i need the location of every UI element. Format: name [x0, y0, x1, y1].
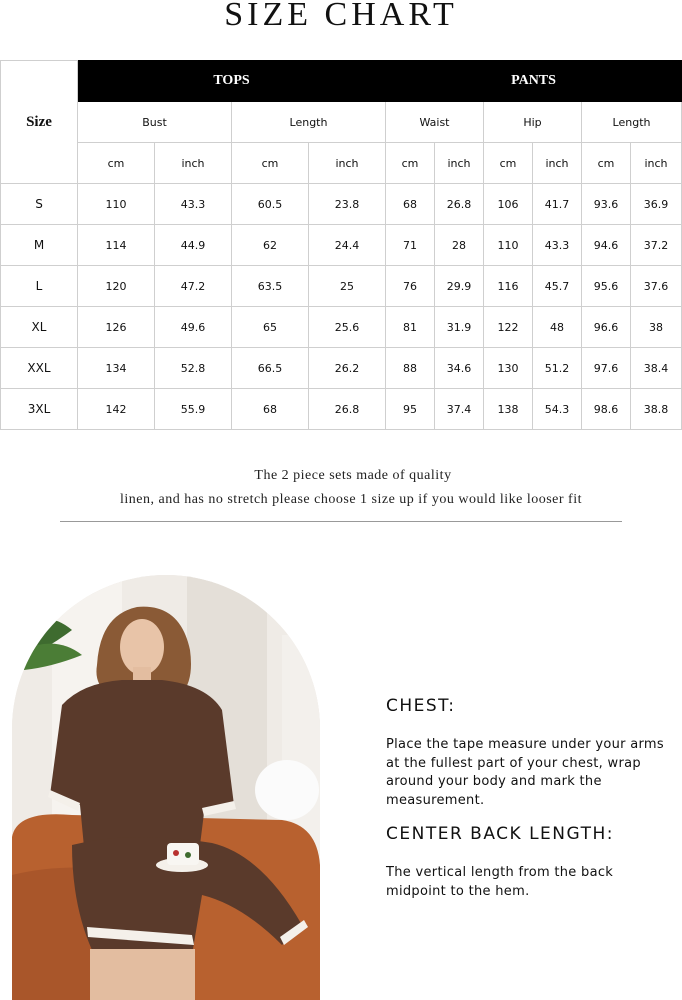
center-back-length-title: CENTER BACK LENGTH: [386, 824, 614, 844]
measurement-cell: 94.6 [582, 225, 631, 266]
measurement-cell: 23.8 [309, 184, 386, 225]
measurement-cell: 43.3 [155, 184, 232, 225]
chest-description: Place the tape measure under your arms at the fullest part of your chest, wrap around your body and mark the measurement. [386, 737, 664, 808]
table-row [1, 348, 682, 389]
measurement-cell: 52.8 [155, 348, 232, 389]
page-title: SIZE CHART [224, 0, 458, 32]
measurement-cell: 114 [78, 225, 155, 266]
measurement-cell: 120 [78, 266, 155, 307]
measure-hip: Hip [484, 102, 582, 143]
measurement-cell: 122 [484, 307, 533, 348]
fabric-note-line-1: The 2 piece sets made of quality [254, 468, 452, 483]
measurement-cell: 26.8 [309, 389, 386, 430]
group-tops: TOPS [78, 61, 386, 102]
measurement-cell: 88 [386, 348, 435, 389]
measurement-cell: 36.9 [631, 184, 682, 225]
measure-pants-length: Length [582, 102, 682, 143]
unit-header: cm [582, 143, 631, 184]
measurement-cell: 142 [78, 389, 155, 430]
unit-header: cm [232, 143, 309, 184]
measurement-cell: 38 [631, 307, 682, 348]
measurement-cell: 31.9 [435, 307, 484, 348]
table-row [1, 184, 682, 225]
measurement-cell: 45.7 [533, 266, 582, 307]
measurement-cell: 55.9 [155, 389, 232, 430]
measurement-cell: 37.2 [631, 225, 682, 266]
measurement-cell: 98.6 [582, 389, 631, 430]
size-label: L [1, 266, 78, 307]
fabric-note-line-2: linen, and has no stretch please choose 1 size up if you would like looser fit [119, 492, 582, 507]
measurement-cell: 65 [232, 307, 309, 348]
table-row [1, 307, 682, 348]
size-header: Size [1, 61, 78, 184]
measurement-cell: 38.8 [631, 389, 682, 430]
measurement-cell: 68 [386, 184, 435, 225]
unit-header: cm [386, 143, 435, 184]
measurement-cell: 25 [309, 266, 386, 307]
measurement-cell: 116 [484, 266, 533, 307]
measurement-cell: 48 [533, 307, 582, 348]
measurement-cell: 43.3 [533, 225, 582, 266]
unit-header: inch [435, 143, 484, 184]
measurement-cell: 26.8 [435, 184, 484, 225]
measurement-cell: 96.6 [582, 307, 631, 348]
unit-header: inch [533, 143, 582, 184]
size-label: XL [1, 307, 78, 348]
measurement-cell: 134 [78, 348, 155, 389]
measurement-cell: 37.6 [631, 266, 682, 307]
measurement-cell: 28 [435, 225, 484, 266]
measurement-cell: 110 [78, 184, 155, 225]
measurement-cell: 29.9 [435, 266, 484, 307]
center-back-length-description: The vertical length from the back midpoint to the hem. [386, 865, 614, 899]
measure-bust: Bust [78, 102, 232, 143]
measurement-cell: 126 [78, 307, 155, 348]
measurement-cell: 130 [484, 348, 533, 389]
size-label: 3XL [1, 389, 78, 430]
measurement-cell: 66.5 [232, 348, 309, 389]
unit-header: inch [155, 143, 232, 184]
measurement-cell: 25.6 [309, 307, 386, 348]
size-label: M [1, 225, 78, 266]
measurement-cell: 76 [386, 266, 435, 307]
divider [60, 521, 622, 522]
unit-header: inch [631, 143, 682, 184]
measurement-cell: 62 [232, 225, 309, 266]
measurement-cell: 97.6 [582, 348, 631, 389]
measurement-cell: 41.7 [533, 184, 582, 225]
measurement-cell: 34.6 [435, 348, 484, 389]
chest-title: CHEST: [386, 696, 456, 716]
measurement-cell: 37.4 [435, 389, 484, 430]
table-row [1, 389, 682, 430]
measurement-cell: 47.2 [155, 266, 232, 307]
measurement-cell: 26.2 [309, 348, 386, 389]
measurement-cell: 68 [232, 389, 309, 430]
measurement-cell: 44.9 [155, 225, 232, 266]
measurement-cell: 81 [386, 307, 435, 348]
measurement-cell: 138 [484, 389, 533, 430]
measurement-cell: 49.6 [155, 307, 232, 348]
measure-top-length: Length [232, 102, 386, 143]
size-label: S [1, 184, 78, 225]
measurement-cell: 93.6 [582, 184, 631, 225]
measurement-cell: 24.4 [309, 225, 386, 266]
measurement-cell: 106 [484, 184, 533, 225]
size-chart-table [0, 60, 682, 430]
unit-header: inch [309, 143, 386, 184]
measurement-cell: 71 [386, 225, 435, 266]
measurement-cell: 110 [484, 225, 533, 266]
measurement-cell: 60.5 [232, 184, 309, 225]
size-label: XXL [1, 348, 78, 389]
unit-header: cm [78, 143, 155, 184]
measurement-cell: 38.4 [631, 348, 682, 389]
table-row [1, 266, 682, 307]
measurement-cell: 54.3 [533, 389, 582, 430]
group-pants: PANTS [386, 61, 682, 102]
measurement-cell: 63.5 [232, 266, 309, 307]
measure-waist: Waist [386, 102, 484, 143]
model-photo [12, 575, 320, 1000]
table-row [1, 225, 682, 266]
unit-header: cm [484, 143, 533, 184]
measurement-cell: 95.6 [582, 266, 631, 307]
measurement-cell: 95 [386, 389, 435, 430]
measurement-cell: 51.2 [533, 348, 582, 389]
